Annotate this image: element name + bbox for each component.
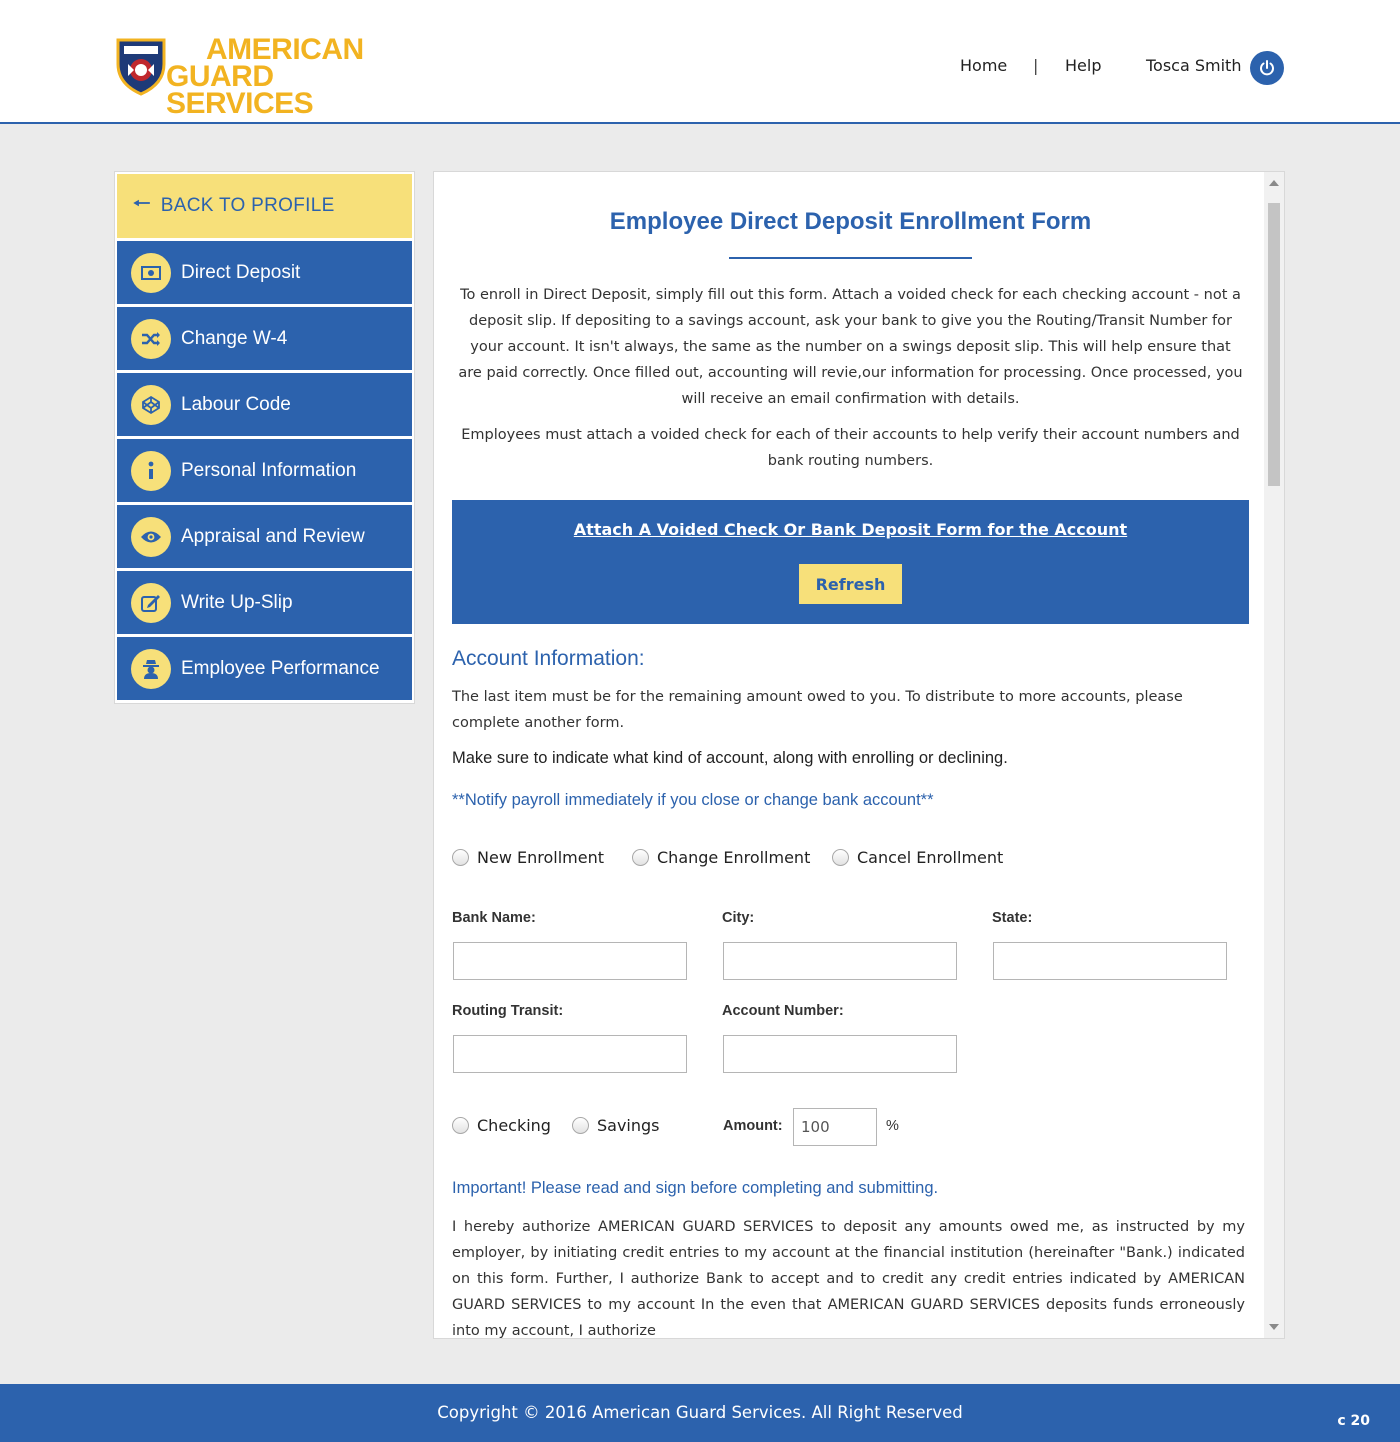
sidebar-item-direct-deposit[interactable]	[117, 241, 412, 304]
scroll-down-arrow-icon[interactable]	[1269, 1324, 1279, 1330]
sidebar-item-change-w4[interactable]	[117, 307, 412, 370]
intro-paragraph: To enroll in Direct Deposit, simply fill out this form. Attach a voided check for each checking account - not a deposit slip. If depositing to a savings account, ask your bank to give you the Routing/Transit Number for your account. It isn't always, the same as the number on a swings deposit slip. This will help ensure that are paid correctly. Once filled out, accounting will revie,our information for processing. Once processed, you will receive an email confirmation with details.	[458, 287, 1243, 407]
radio-button[interactable]	[452, 1117, 469, 1134]
sidebar-item-personal-information[interactable]	[117, 439, 412, 502]
radio-button[interactable]	[452, 849, 469, 866]
radio-label: Checking	[477, 1116, 551, 1135]
codepen-icon	[131, 385, 171, 425]
sidebar-item-employee-performance[interactable]	[117, 637, 412, 700]
panel-scrollbar[interactable]	[1264, 172, 1284, 1338]
intro-paragraph-2: Employees must attach a voided check for each of their accounts to help verify their account numbers and bank routing numbers.	[461, 427, 1240, 469]
radio-checking[interactable]	[452, 1116, 551, 1135]
back-to-profile-button[interactable]	[117, 174, 412, 238]
scroll-up-arrow-icon[interactable]	[1269, 180, 1279, 186]
logo-line-2: GUARD SERVICES	[166, 60, 314, 120]
copyright-text: Copyright © 2016 American Guard Services. All Right Reserved	[437, 1403, 963, 1422]
state-label: State:	[992, 910, 1033, 926]
account-instruction: Make sure to indicate what kind of account, along with enrolling or declining.	[452, 749, 1008, 767]
nav-separator: |	[1033, 56, 1039, 75]
eye-icon	[131, 517, 171, 557]
account-number-field[interactable]	[723, 1035, 957, 1073]
shuffle-icon	[131, 319, 171, 359]
radio-button[interactable]	[832, 849, 849, 866]
company-logo[interactable]	[114, 33, 414, 120]
form-panel	[433, 171, 1285, 1339]
sidebar-item-write-up-slip[interactable]	[117, 571, 412, 634]
user-name[interactable]: Tosca Smith	[1146, 56, 1242, 75]
shield-logo-icon	[114, 34, 168, 96]
routing-transit-label: Routing Transit:	[452, 1003, 564, 1019]
title-divider	[729, 257, 972, 259]
radio-label: New Enrollment	[477, 848, 604, 867]
radio-new-enrollment[interactable]	[452, 848, 604, 867]
account-note: The last item must be for the remaining amount owed to you. To distribute to more accounts, please complete another form.	[452, 689, 1183, 731]
account-information-heading: Account Information:	[452, 647, 645, 670]
radio-label: Savings	[597, 1116, 660, 1135]
radio-change-enrollment[interactable]	[632, 848, 810, 867]
important-notice: Important! Please read and sign before completing and submitting.	[452, 1179, 939, 1197]
sidebar-item-label: Change W-4	[181, 327, 288, 349]
amount-unit: %	[886, 1118, 899, 1134]
header	[0, 0, 1400, 124]
sidebar	[114, 171, 415, 704]
radio-button[interactable]	[572, 1117, 589, 1134]
sidebar-item-label: Appraisal and Review	[181, 525, 365, 547]
sidebar-item-appraisal-and-review[interactable]	[117, 505, 412, 568]
sidebar-item-label: Personal Information	[181, 459, 357, 481]
attach-check-link[interactable]: Attach A Voided Check Or Bank Deposit Form for the Account	[573, 520, 1128, 539]
back-label: BACK TO PROFILE	[160, 195, 335, 216]
bank-name-field[interactable]	[453, 942, 687, 980]
info-icon	[131, 451, 171, 491]
money-icon	[131, 253, 171, 293]
user-secret-icon	[131, 649, 171, 689]
sidebar-item-label: Write Up-Slip	[181, 591, 293, 613]
radio-label: Cancel Enrollment	[857, 848, 1004, 867]
nav-home-link[interactable]: Home	[960, 56, 1008, 75]
scroll-thumb[interactable]	[1268, 203, 1280, 486]
power-icon	[1258, 59, 1276, 77]
radio-label: Change Enrollment	[657, 848, 811, 867]
account-number-label: Account Number:	[722, 1003, 844, 1019]
footer	[0, 1384, 1400, 1442]
bank-name-label: Bank Name:	[452, 910, 536, 926]
city-field[interactable]	[723, 942, 957, 980]
state-field[interactable]	[993, 942, 1227, 980]
city-label: City:	[722, 910, 755, 926]
logo-wordmark	[166, 33, 414, 120]
edit-icon	[131, 583, 171, 623]
authorization-text: I hereby authorize AMERICAN GUARD SERVICES to deposit any amounts owed me, as instructed by my employer, by initiating credit entries to my account at the financial institution (hereinafter "Bank.) indicated on this form. Further, I authorize Bank to accept and to credit any credit entries indicated by AMERICAN GUARD SERVICES to my account In the even that AMERICAN GUARD SERVICES deposits funds erroneously into my account, I authorize	[452, 1219, 1245, 1339]
logo-line-1: AMERICAN	[206, 33, 364, 66]
radio-savings[interactable]	[572, 1116, 660, 1135]
page-title: Employee Direct Deposit Enrollment Form	[609, 208, 1092, 235]
logout-button[interactable]	[1250, 51, 1284, 85]
sidebar-item-label: Direct Deposit	[181, 261, 301, 283]
nav-help-link[interactable]: Help	[1065, 56, 1102, 75]
sidebar-item-label: Employee Performance	[181, 657, 380, 679]
amount-field[interactable]: 100	[793, 1108, 877, 1146]
attach-check-box	[452, 500, 1249, 624]
radio-cancel-enrollment[interactable]	[832, 848, 1003, 867]
amount-label: Amount:	[723, 1118, 783, 1134]
radio-button[interactable]	[632, 849, 649, 866]
routing-transit-field[interactable]	[453, 1035, 687, 1073]
arrow-left-icon: 🠐	[133, 193, 151, 215]
refresh-button[interactable]: Refresh	[799, 564, 902, 604]
sidebar-item-label: Labour Code	[181, 393, 291, 415]
sidebar-item-labour-code[interactable]	[117, 373, 412, 436]
footer-badge: c 20	[1337, 1413, 1370, 1429]
notify-payroll-note: **Notify payroll immediately if you close or change bank account**	[452, 791, 934, 809]
